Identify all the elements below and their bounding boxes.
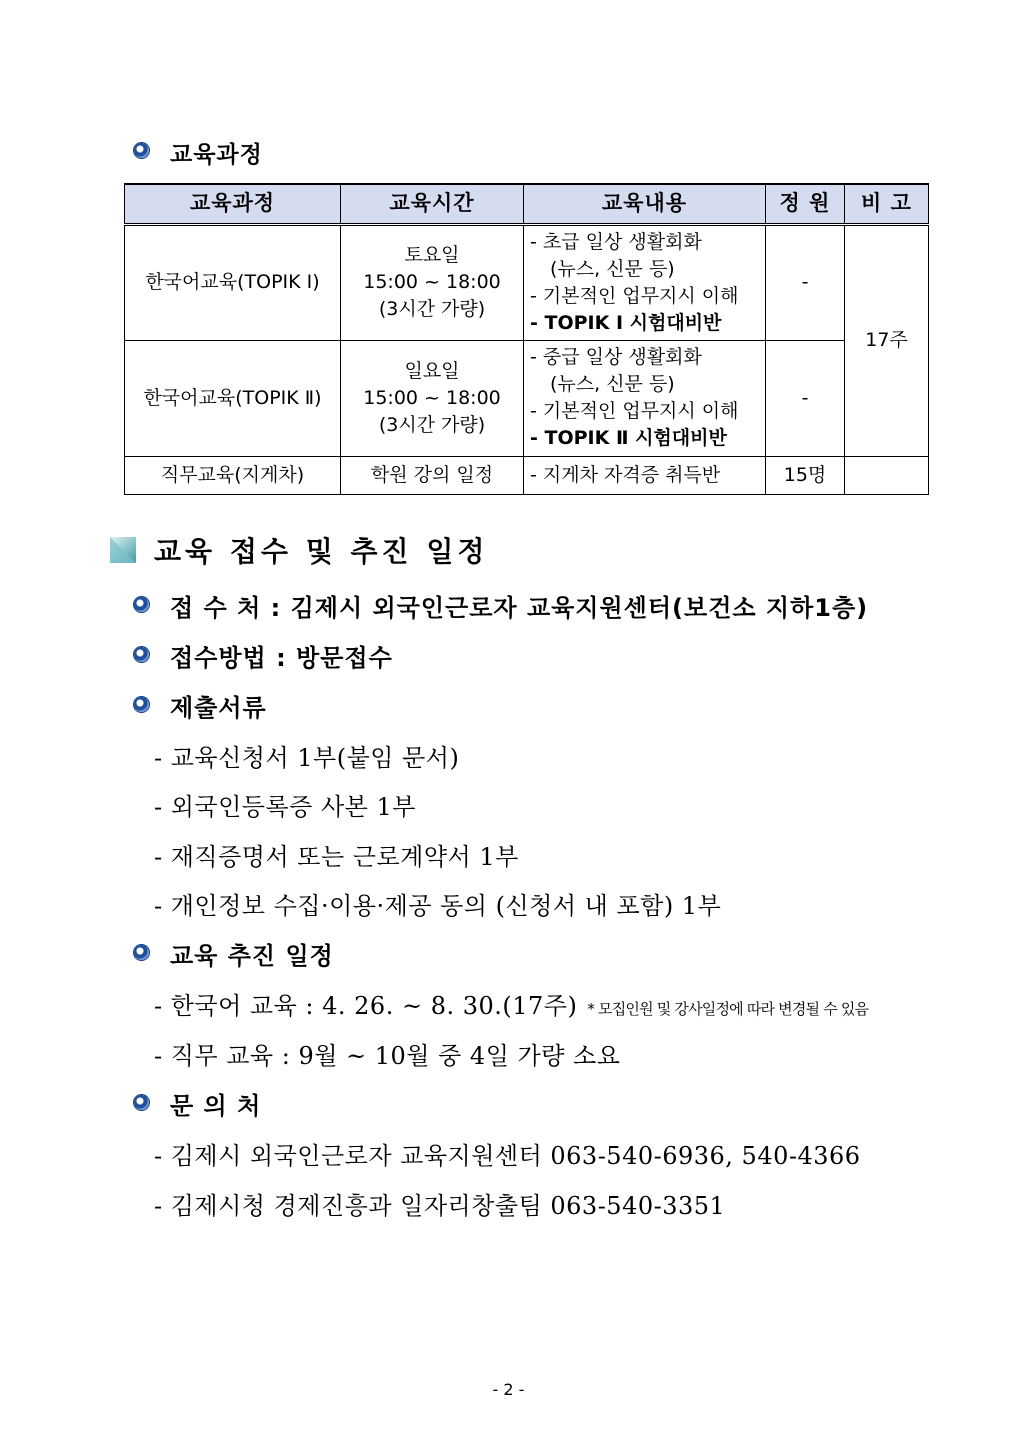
course-time: 토요일 15:00 ~ 18:00 (3시간 가량) xyxy=(341,224,524,340)
document-item: - 교육신청서 1부(붙임 문서) xyxy=(154,744,460,772)
course-name: 한국어교육(TOPIK Ⅱ) xyxy=(125,340,341,456)
contact-item: - 김제시청 경제진흥과 일자리창출팀 063-540-3351 xyxy=(154,1192,726,1220)
square-section-icon xyxy=(110,537,136,563)
bullet-icon xyxy=(134,697,149,712)
course-capacity: - xyxy=(766,340,845,456)
course-capacity: 15명 xyxy=(766,456,845,494)
table-row xyxy=(125,340,929,456)
page-number: - 2 - xyxy=(492,1380,525,1399)
course-content: - 지게차 자격증 취득반 xyxy=(524,456,766,494)
header-remark: 비 고 xyxy=(845,184,929,224)
course-remark-empty xyxy=(845,456,929,494)
reception-place: 접 수 처 : 김제시 외국인근로자 교육지원센터(보건소 지하1층) xyxy=(170,594,869,622)
course-capacity: - xyxy=(766,224,845,340)
course-content: - 중급 일상 생활회화 (뉴스, 신문 등) - 기본적인 업무지시 이해 - TOPIK Ⅱ 시험대비반 xyxy=(524,340,766,456)
contact-item: - 김제시 외국인근로자 교육지원센터 063-540-6936, 540-4366 xyxy=(154,1142,861,1170)
course-content: - 초급 일상 생활회화 (뉴스, 신문 등) - 기본적인 업무지시 이해 - TOPIK Ⅰ 시험대비반 xyxy=(524,224,766,340)
reception-method: 접수방법 : 방문접수 xyxy=(170,644,393,672)
table-row xyxy=(125,456,929,494)
course-name: 직무교육(지게차) xyxy=(125,456,341,494)
document-item: - 재직증명서 또는 근로계약서 1부 xyxy=(154,843,519,871)
table-row xyxy=(125,224,929,340)
schedule-heading: 교육 추진 일정 xyxy=(170,942,334,970)
course-time: 일요일 15:00 ~ 18:00 (3시간 가량) xyxy=(341,340,524,456)
bullet-icon xyxy=(134,597,149,612)
course-table xyxy=(124,183,929,495)
contact-heading: 문 의 처 xyxy=(170,1092,262,1120)
section-title-schedule: 교육 접수 및 추진 일정 xyxy=(154,535,489,568)
document-item: - 개인정보 수집·이용·제공 동의 (신청서 내 포함) 1부 xyxy=(154,892,722,920)
header-content: 교육내용 xyxy=(524,184,766,224)
schedule-item: - 한국어 교육 : 4. 26. ~ 8. 30.(17주) * 모집인원 및 강사일정에 따라 변경될 수 있음 xyxy=(154,992,869,1020)
header-course: 교육과정 xyxy=(125,184,341,224)
bullet-icon xyxy=(134,143,149,158)
bullet-icon xyxy=(134,945,149,960)
document-item: - 외국인등록증 사본 1부 xyxy=(154,793,416,821)
bullet-icon xyxy=(134,647,149,662)
section-heading-courses: 교육과정 xyxy=(170,142,263,168)
header-capacity: 정 원 xyxy=(766,184,845,224)
header-time: 교육시간 xyxy=(341,184,524,224)
schedule-item: - 직무 교육 : 9월 ~ 10월 중 4일 가량 소요 xyxy=(154,1042,621,1070)
schedule-note: * 모집인원 및 강사일정에 따라 변경될 수 있음 xyxy=(587,1000,869,1018)
course-name: 한국어교육(TOPIK Ⅰ) xyxy=(125,224,341,340)
course-remark: 17주 xyxy=(845,224,929,456)
bullet-icon xyxy=(134,1095,149,1110)
course-time: 학원 강의 일정 xyxy=(341,456,524,494)
documents-heading: 제출서류 xyxy=(170,694,267,722)
